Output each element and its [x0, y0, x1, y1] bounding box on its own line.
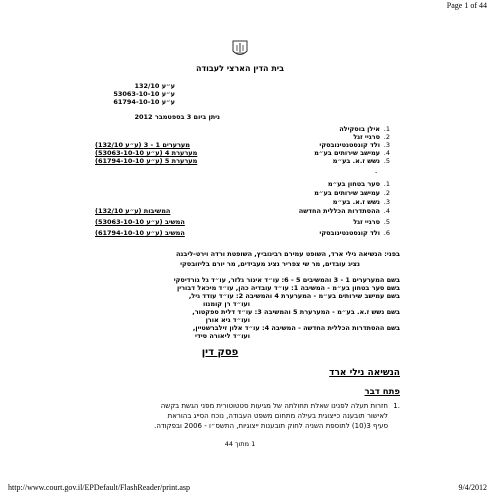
- party-row: 5. נשש ז.א. בע״מ מערערת 5 (ע״ע 61794-10-10): [95, 157, 390, 165]
- counsel-line: בשם המערערים 1 - 3 והמשיבים 5 - 6: עו״ד איגור גלזר, עו״ד גל גורדיסקי: [173, 276, 400, 284]
- paragraph-line: חזרות תעלה לפנינו שאלת תחולתה של מגיעות סטטוטורית מפני הגשת בקשה: [160, 402, 388, 410]
- versus-dash: -: [375, 168, 378, 176]
- author-heading: הנשיאה נילי ארד: [329, 368, 400, 378]
- counsel-line: בשם ההסתדרות הכללית החדשה - המשיבה 4: עו״ד אלון זילברשטיין,: [192, 324, 400, 332]
- paragraph-line: לאישור תובענה כייצוגית בעילה מתחום משפט העבודה, נוכח הסייג בהוראת: [167, 412, 388, 420]
- counsel-line: בשם עמישב שירותים בע״מ - המערערת 4 והמשיבה 2: עו״ד עודד גיל,: [188, 292, 400, 300]
- bench: [95, 250, 400, 268]
- case-number: ע״ע 61794-10-10: [113, 98, 175, 106]
- counsel-line: בשם נשש ז.א. בע״מ - המערערת 5 והמשיבה 3: עו״ד דלית ספקטור,: [192, 308, 400, 316]
- judgment-title: פסק דין: [201, 347, 239, 358]
- letterhead: [150, 38, 330, 78]
- paragraph-1: [90, 401, 400, 431]
- case-number: ע״ע 132/10: [134, 82, 175, 90]
- counsel-line: ועו״ד ליאורה סידי: [194, 332, 250, 340]
- appellants-list: [95, 125, 390, 165]
- counsel-list: [95, 276, 400, 340]
- party-row: 1. סער בטחון בע״מ: [327, 180, 390, 188]
- bench-judges: בפני: הנשיאה נילי ארד, השופט עמירם רבינוביץ, השופטת ורדה וירט-ליבנה: [175, 250, 400, 258]
- respondents-list: [95, 180, 390, 240]
- party-row: 6. ולד קונסטנטינובסקי המשיב (ע״ע 61794-10-10): [95, 229, 390, 237]
- party-row: 4. עמישב שירותים בע״מ מערערת 4 (ע״ע 53063-10-10): [95, 149, 390, 157]
- court-name: בית הדין הארצי לעבודה: [195, 64, 285, 73]
- intro-heading: פתח דבר: [364, 387, 400, 397]
- counsel-line: ועו״ד רן קומנוו: [202, 300, 250, 308]
- footer-url: http://www.court.gov.il/EPDefault/FlashReader/print.asp: [8, 483, 191, 492]
- footer-date: 9/4/2012: [458, 483, 487, 492]
- page-footer: 1 מתוך 44: [224, 440, 256, 448]
- party-row: 3. נשש ז.א. בע״מ: [332, 198, 390, 206]
- paragraph-number: .1: [393, 402, 400, 410]
- case-number: ע״ע 53063-10-10: [113, 90, 175, 98]
- party-row: 2. סרגיי זגל: [353, 133, 390, 141]
- state-emblem-icon: [229, 38, 251, 64]
- counsel-line: ועו״ד גיא אורן: [205, 316, 250, 324]
- party-row: 5. סרגיי זגל המשיב (ע״ע 53063-10-10): [95, 218, 390, 226]
- party-row: 4. ההסתדרות הכללית החדשה המשיבות (ע״ע 132/10): [95, 207, 390, 215]
- bench-representatives: נציג עובדים, מר שי צפריר נציג מעבידים, מר יורם בליזובסקי: [180, 260, 360, 268]
- counsel-line: בשם סער בטחון בע״מ - המשיבה 1: עו״ד עובדיה כהן, עו״ד מיכאל דבורין: [176, 284, 400, 292]
- date-given: ניתן ביום 3 בספטמבר 2012: [134, 113, 220, 121]
- paragraph-line: סעיף 3(10) לתוספת השניה לחוק תובענות ייצוגיות, התשס״ו - 2006 ובפקודה.: [154, 422, 388, 430]
- case-numbers: [95, 82, 175, 106]
- party-row: 1. אילן בוסקילה: [339, 125, 390, 133]
- page-indicator: Page 1 of 44: [446, 1, 487, 10]
- party-row: 3. ולד קונסטנטינובסקי מערערים 1 - 3 (ע״ע 132/10): [95, 141, 390, 149]
- party-row: 2. עמישב שירותים בע״מ: [314, 189, 390, 197]
